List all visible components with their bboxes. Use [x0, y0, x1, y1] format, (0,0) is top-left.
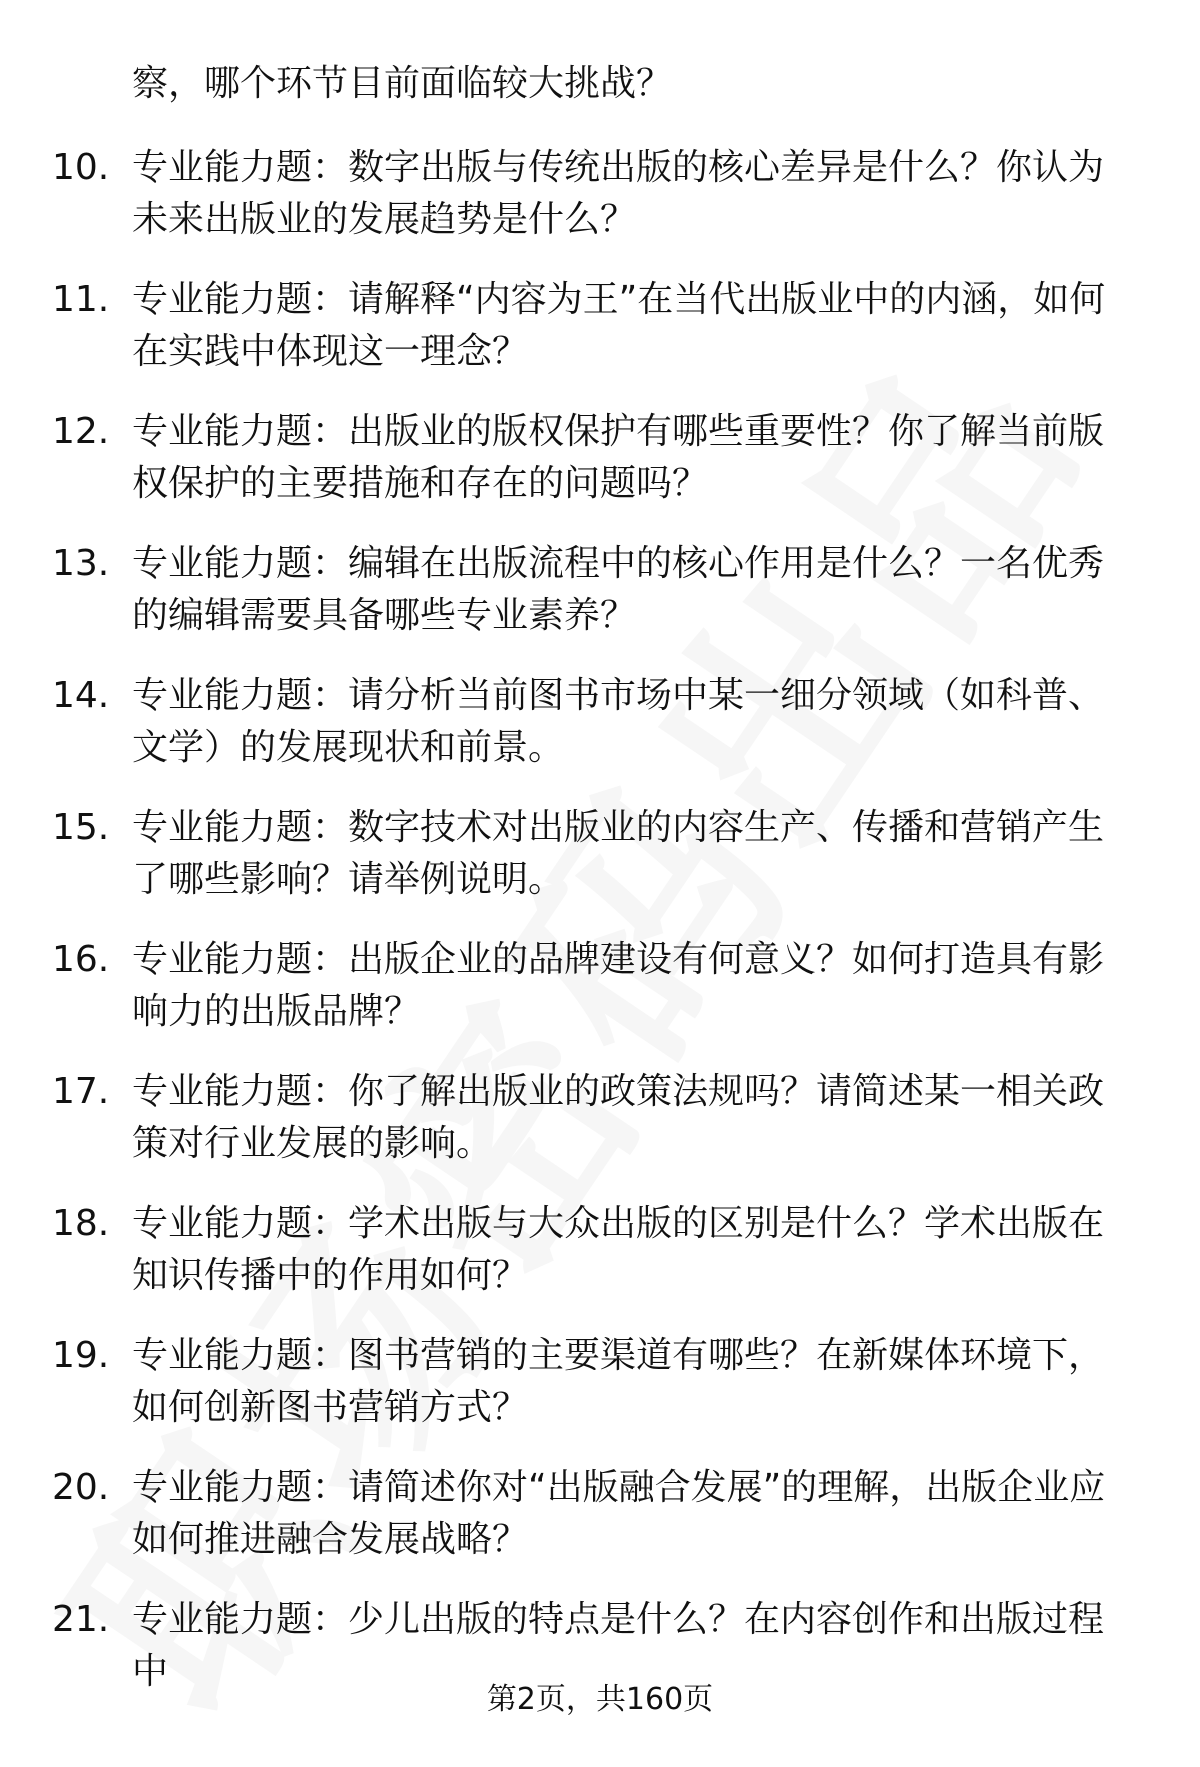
- continued-question-text: 察，哪个环节目前面临较大挑战？: [132, 63, 673, 104]
- question-item: [0, 1066, 1200, 1198]
- question-list: [0, 142, 1200, 1726]
- question-item: [0, 1330, 1200, 1462]
- question-text: 专业能力题：你了解出版业的政策法规吗？请简述某一相关政策对行业发展的影响。: [132, 1071, 1105, 1164]
- question-number: 15.: [52, 807, 110, 848]
- question-text: 专业能力题：出版企业的品牌建设有何意义？如何打造具有影响力的出版品牌？: [132, 939, 1105, 1032]
- question-number: 20.: [52, 1467, 110, 1508]
- question-number: 14.: [52, 675, 110, 716]
- question-item: [0, 406, 1200, 538]
- question-item: [0, 142, 1200, 274]
- question-number: 10.: [52, 147, 110, 188]
- question-number: 12.: [52, 411, 110, 452]
- question-item: [0, 538, 1200, 670]
- question-number: 19.: [52, 1335, 110, 1376]
- question-text: 专业能力题：请分析当前图书市场中某一细分领域（如科普、文学）的发展现状和前景。: [132, 675, 1105, 768]
- question-text: 专业能力题：图书营销的主要渠道有哪些？在新媒体环境下，如何创新图书营销方式？: [132, 1335, 1105, 1428]
- question-item: [0, 274, 1200, 406]
- question-item: [0, 1462, 1200, 1594]
- question-item: [0, 934, 1200, 1066]
- question-number: 18.: [52, 1203, 110, 1244]
- question-text: 专业能力题：出版业的版权保护有哪些重要性？你了解当前版权保护的主要措施和存在的问题吗？: [132, 411, 1105, 504]
- question-text: 专业能力题：少儿出版的特点是什么？在内容创作和出版过程中: [132, 1599, 1105, 1692]
- question-item: [0, 670, 1200, 802]
- question-number: 21.: [52, 1599, 110, 1640]
- question-number: 13.: [52, 543, 110, 584]
- question-text: 专业能力题：请解释“内容为王”在当代出版业中的内涵，如何在实践中体现这一理念？: [132, 279, 1106, 372]
- question-text: 专业能力题：数字技术对出版业的内容生产、传播和营销产生了哪些影响？请举例说明。: [132, 807, 1105, 900]
- question-text: 专业能力题：请简述你对“出版融合发展”的理解，出版企业应如何推进融合发展战略？: [132, 1467, 1106, 1560]
- question-number: 17.: [52, 1071, 110, 1112]
- page-footer: 第2页，共160页: [486, 1682, 714, 1717]
- question-text: 专业能力题：编辑在出版流程中的核心作用是什么？一名优秀的编辑需要具备哪些专业素养？: [132, 543, 1105, 636]
- question-number: 16.: [52, 939, 110, 980]
- question-number: 11.: [52, 279, 110, 320]
- question-item: [0, 1198, 1200, 1330]
- question-text: 专业能力题：数字出版与传统出版的核心差异是什么？你认为未来出版业的发展趋势是什么？: [132, 147, 1105, 240]
- question-item: [0, 802, 1200, 934]
- question-text: 专业能力题：学术出版与大众出版的区别是什么？学术出版在知识传播中的作用如何？: [132, 1203, 1105, 1296]
